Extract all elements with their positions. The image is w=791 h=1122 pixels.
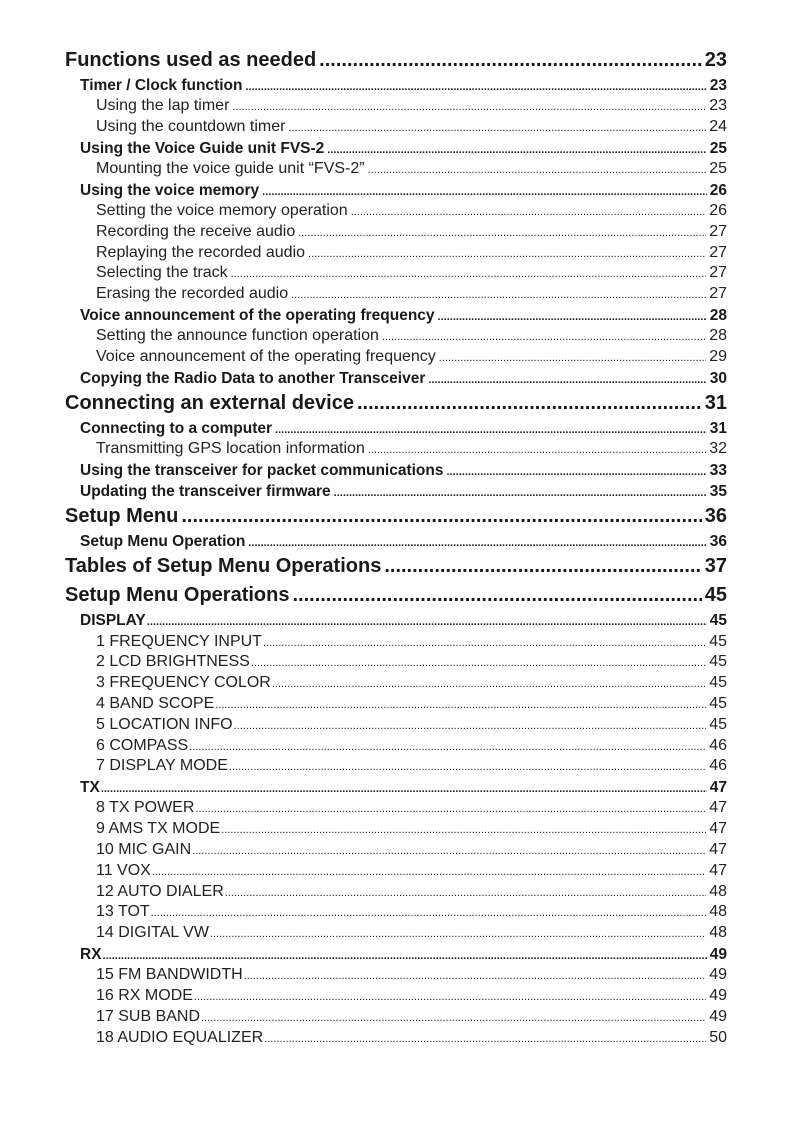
toc-entry-title: Setup Menu Operation xyxy=(80,533,246,551)
toc-page-number: 27 xyxy=(709,285,727,303)
toc-subsection-entry[interactable] xyxy=(65,861,727,882)
dot-leader xyxy=(201,1008,706,1029)
toc-page-number: 25 xyxy=(709,159,727,177)
toc-entry-title: 3 FREQUENCY COLOR xyxy=(96,674,271,692)
dot-leader xyxy=(334,483,707,504)
toc-entry-title: 14 DIGITAL VW xyxy=(96,924,209,942)
toc-subsection-entry[interactable] xyxy=(65,632,727,653)
toc-page-number: 45 xyxy=(709,632,727,650)
toc-entry-title: Setting the voice memory operation xyxy=(96,201,348,219)
dot-leader xyxy=(229,757,706,778)
toc-page-number: 26 xyxy=(709,181,727,199)
toc-page-number: 46 xyxy=(709,757,727,775)
dot-leader xyxy=(246,77,707,98)
toc-page-number: 47 xyxy=(709,820,727,838)
toc-page-number: 45 xyxy=(704,584,727,607)
toc-page-number: 25 xyxy=(709,139,727,157)
toc-entry-title: 6 COMPASS xyxy=(96,736,189,754)
toc-entry-title: Connecting to a computer xyxy=(80,419,273,437)
toc-subsection-entry[interactable] xyxy=(65,902,727,923)
dot-leader xyxy=(151,903,707,924)
dot-leader xyxy=(288,118,706,139)
dot-leader xyxy=(262,182,707,203)
dot-leader xyxy=(439,348,706,369)
toc-page-number: 47 xyxy=(709,861,727,879)
toc-page-number: 35 xyxy=(709,483,727,501)
toc-section-entry[interactable] xyxy=(65,531,727,552)
toc-subsection-entry[interactable] xyxy=(65,326,727,347)
dot-leader xyxy=(272,674,706,695)
toc-page-number: 32 xyxy=(709,440,727,458)
toc-chapter-entry[interactable] xyxy=(65,552,727,581)
dot-leader xyxy=(438,307,707,328)
toc-subsection-entry[interactable] xyxy=(65,882,727,903)
toc-entry-title: TX xyxy=(80,779,100,797)
dot-leader xyxy=(103,946,707,967)
toc-entry-title: 12 AUTO DIALER xyxy=(96,882,224,900)
toc-subsection-entry[interactable] xyxy=(65,694,727,715)
dot-leader xyxy=(368,160,707,181)
toc-page-number: 45 xyxy=(709,674,727,692)
toc-subsection-entry[interactable] xyxy=(65,756,727,777)
toc-entry-title: Voice announcement of the operating frequency xyxy=(80,306,435,324)
toc-section-entry[interactable] xyxy=(65,368,727,389)
toc-page-number: 47 xyxy=(709,841,727,858)
toc-page-number: 36 xyxy=(704,505,727,528)
toc-entry-title: Using the countdown timer xyxy=(96,117,286,135)
toc-entry-title: Erasing the recorded audio xyxy=(96,285,289,303)
toc-section-entry[interactable] xyxy=(65,610,727,631)
dot-leader xyxy=(327,140,706,161)
toc-page-number: 45 xyxy=(709,715,727,733)
dot-leader xyxy=(215,695,706,716)
dot-leader xyxy=(210,924,706,945)
toc-page-number: 45 xyxy=(709,612,727,630)
toc-page-number: 49 xyxy=(709,1007,727,1025)
toc-section-entry[interactable] xyxy=(65,481,727,502)
toc-subsection-entry[interactable] xyxy=(65,284,727,305)
dot-leader xyxy=(244,966,707,987)
toc-entry-title: Timer / Clock function xyxy=(80,77,243,94)
toc-page-number: 48 xyxy=(709,903,727,921)
toc-page-number: 48 xyxy=(709,924,727,942)
toc-entry-title: 4 BAND SCOPE xyxy=(96,695,215,713)
dot-leader xyxy=(189,737,706,758)
toc-page-number: 27 xyxy=(709,243,727,261)
toc-entry-title: Transmitting GPS location information xyxy=(96,440,365,458)
toc-page-number: 47 xyxy=(709,799,727,817)
toc-entry-title: 13 TOT xyxy=(96,903,150,921)
toc-subsection-entry[interactable] xyxy=(65,347,727,368)
toc-page-number: 24 xyxy=(709,117,727,135)
toc-page-number: 28 xyxy=(709,306,727,324)
dot-leader xyxy=(382,327,706,348)
dot-leader xyxy=(101,779,707,800)
dot-leader xyxy=(152,862,706,883)
dot-leader xyxy=(234,716,707,737)
toc-entry-title: Tables of Setup Menu Operations xyxy=(65,555,382,578)
toc-subsection-entry[interactable] xyxy=(65,715,727,736)
dot-leader xyxy=(308,244,706,265)
toc-page-number: 23 xyxy=(704,49,727,71)
dot-leader xyxy=(319,46,702,75)
dot-leader xyxy=(291,285,706,306)
toc-chapter-entry[interactable] xyxy=(65,389,727,418)
toc-subsection-entry[interactable] xyxy=(65,222,727,243)
toc-page-number: 27 xyxy=(709,264,727,282)
toc-subsection-entry[interactable] xyxy=(65,243,727,264)
toc-page-number: 28 xyxy=(709,327,727,345)
toc-page-number: 48 xyxy=(709,882,727,900)
toc-page-number: 27 xyxy=(709,222,727,240)
toc-section-entry[interactable] xyxy=(65,138,727,159)
toc-chapter-entry[interactable] xyxy=(65,46,727,75)
toc-subsection-entry[interactable] xyxy=(65,923,727,944)
toc-subsection-entry[interactable] xyxy=(65,840,727,861)
toc-page-number: 31 xyxy=(704,391,727,414)
dot-leader xyxy=(292,581,701,610)
toc-entry-title: 2 LCD BRIGHTNESS xyxy=(96,653,250,671)
toc-subsection-entry[interactable] xyxy=(65,201,727,222)
toc-entry-title: Using the lap timer xyxy=(96,97,230,115)
toc-page-number: 45 xyxy=(709,653,727,671)
dot-leader xyxy=(232,97,706,118)
toc-page-number: 31 xyxy=(709,419,727,437)
toc-entry-title: Using the voice memory xyxy=(80,181,260,199)
toc-page-number: 37 xyxy=(704,555,727,578)
toc-entry-title: Copying the Radio Data to another Transceiver xyxy=(80,369,426,387)
toc-entry-title: 5 LOCATION INFO xyxy=(96,715,233,733)
toc-subsection-entry[interactable] xyxy=(65,439,727,460)
toc-chapter-entry[interactable] xyxy=(65,581,727,610)
dot-leader xyxy=(263,633,706,654)
toc-page-number: 45 xyxy=(709,695,727,713)
toc-entry-title: 16 RX MODE xyxy=(96,986,193,1004)
toc-entry-title: Mounting the voice guide unit “FVS-2” xyxy=(96,159,365,177)
toc-subsection-entry[interactable] xyxy=(65,1007,727,1028)
toc-entry-title: 10 MIC GAIN xyxy=(96,841,192,858)
toc-entry-title: Using the Voice Guide unit FVS-2 xyxy=(80,139,325,157)
toc-entry-title: 18 AUDIO EQUALIZER xyxy=(96,1028,264,1046)
toc-entry-title: Connecting an external device xyxy=(65,391,354,414)
dot-leader xyxy=(264,1029,706,1050)
toc-subsection-entry[interactable] xyxy=(65,96,727,117)
toc-page-number: 30 xyxy=(709,369,727,387)
toc-section-entry[interactable] xyxy=(65,75,727,96)
table-of-contents xyxy=(65,46,727,1048)
toc-subsection-entry[interactable] xyxy=(65,673,727,694)
dot-leader xyxy=(447,462,707,483)
dot-leader xyxy=(351,202,707,223)
toc-section-entry[interactable] xyxy=(65,180,727,201)
dot-leader xyxy=(298,223,706,244)
toc-entry-title: 11 VOX xyxy=(96,861,151,879)
dot-leader xyxy=(225,883,706,904)
dot-leader xyxy=(194,987,706,1008)
toc-page-number: 46 xyxy=(709,736,727,754)
toc-page-number: 49 xyxy=(709,986,727,1004)
toc-subsection-entry[interactable] xyxy=(65,1028,727,1049)
dot-leader xyxy=(384,552,701,581)
toc-section-entry[interactable] xyxy=(65,777,727,798)
toc-page-number: 49 xyxy=(709,966,727,984)
toc-entry-title: RX xyxy=(80,945,102,963)
toc-page-number: 36 xyxy=(709,533,727,551)
toc-entry-title: DISPLAY xyxy=(80,612,146,630)
dot-leader xyxy=(221,820,706,841)
dot-leader xyxy=(357,389,702,418)
toc-page-number: 50 xyxy=(709,1028,727,1046)
toc-entry-title: Selecting the track xyxy=(96,264,228,282)
dot-leader xyxy=(248,533,706,554)
toc-entry-title: Setting the announce function operation xyxy=(96,327,379,345)
toc-page-number: 23 xyxy=(709,97,727,115)
dot-leader xyxy=(195,799,706,820)
toc-page-number: 47 xyxy=(709,779,727,797)
dot-leader xyxy=(275,420,707,441)
toc-subsection-entry[interactable] xyxy=(65,798,727,819)
toc-section-entry[interactable] xyxy=(65,418,727,439)
toc-entry-title: 8 TX POWER xyxy=(96,799,195,817)
toc-entry-title: Using the transceiver for packet communications xyxy=(80,461,444,479)
toc-entry-title: 1 FREQUENCY INPUT xyxy=(96,632,262,650)
toc-page-number: 26 xyxy=(709,201,727,219)
toc-entry-title: 9 AMS TX MODE xyxy=(96,820,221,838)
toc-entry-title: Voice announcement of the operating frequency xyxy=(96,347,436,365)
toc-entry-title: 17 SUB BAND xyxy=(96,1007,201,1025)
toc-section-entry[interactable] xyxy=(65,460,727,481)
dot-leader xyxy=(251,653,706,674)
toc-subsection-entry[interactable] xyxy=(65,819,727,840)
toc-subsection-entry[interactable] xyxy=(65,986,727,1007)
toc-section-entry[interactable] xyxy=(65,305,727,326)
toc-section-entry[interactable] xyxy=(65,944,727,965)
dot-leader xyxy=(147,612,707,633)
toc-entry-title: 7 DISPLAY MODE xyxy=(96,757,228,775)
toc-page-number: 23 xyxy=(709,77,727,94)
toc-subsection-entry[interactable] xyxy=(65,652,727,673)
toc-chapter-entry[interactable] xyxy=(65,502,727,531)
toc-page-number: 29 xyxy=(709,347,727,365)
toc-subsection-entry[interactable] xyxy=(65,117,727,138)
toc-entry-title: Setup Menu Operations xyxy=(65,584,290,607)
dot-leader xyxy=(368,440,706,461)
toc-page-number: 49 xyxy=(709,945,727,963)
toc-entry-title: Setup Menu xyxy=(65,505,179,528)
dot-leader xyxy=(181,502,701,531)
toc-entry-title: Functions used as needed xyxy=(65,49,317,71)
toc-subsection-entry[interactable] xyxy=(65,159,727,180)
toc-entry-title: 15 FM BANDWIDTH xyxy=(96,966,243,984)
toc-subsection-entry[interactable] xyxy=(65,263,727,284)
dot-leader xyxy=(231,264,707,285)
toc-entry-title: Recording the receive audio xyxy=(96,222,296,240)
toc-entry-title: Replaying the recorded audio xyxy=(96,243,306,261)
dot-leader xyxy=(428,370,706,391)
dot-leader xyxy=(192,841,706,862)
toc-page-number: 33 xyxy=(709,461,727,479)
toc-subsection-entry[interactable] xyxy=(65,736,727,757)
toc-subsection-entry[interactable] xyxy=(65,965,727,986)
toc-entry-title: Updating the transceiver firmware xyxy=(80,483,331,501)
